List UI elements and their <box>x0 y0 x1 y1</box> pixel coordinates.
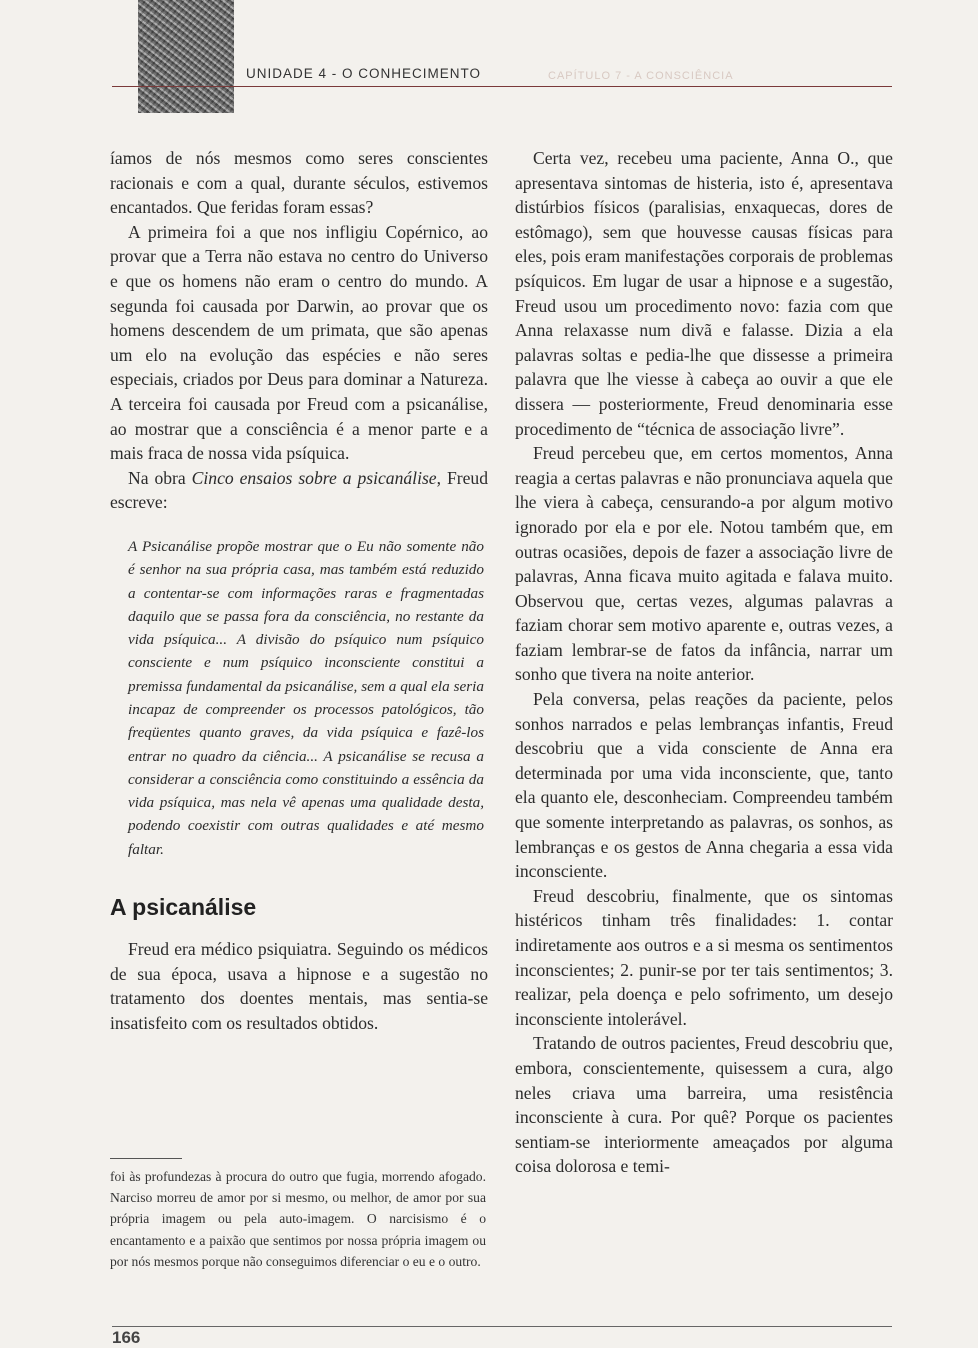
left-column <box>110 146 488 1035</box>
paragraph: Freud descobriu, finalmente, que os sintomas histéricos tinham três finalidades: 1. contar indiretamente aos outros e a si mesma os sentimentos inconscientes; 2. punir-se por ter tais sentimentos; 3. realizar, pela doença e pelo sofrimento, um desejo inconsciente intolerável. <box>515 885 893 1029</box>
text-run: , Freud escreve: <box>110 467 489 513</box>
book-title: Cinco ensaios sobre a psicanálise <box>191 467 437 488</box>
page-number: 166 <box>112 1328 141 1347</box>
paragraph <box>110 466 488 515</box>
paragraph: Tratando de outros pacientes, Freud descobriu que, embora, conscientemente, quisessem a cura, algo neles criava uma barreira, uma resistência inconsciente à cura. Por quê? Porque os pacientes sentiam-se interiormente ameaçados por alguma coisa dolorosa e temi- <box>515 1033 893 1177</box>
paragraph: Pela conversa, pelas reações da paciente, pelos sonhos narrados e pelas lembranças infantis, Freud descobriu que a vida consciente de Anna era determinada por uma vida inconsciente, que, tanto ela quanto ele, desconheciam. Compreendeu também que somente interpretando as palavras, os sonhos, as lembranças e os gestos de Anna chegaria a essa vida inconsciente. <box>515 689 893 882</box>
paragraph: íamos de nós mesmos como seres conscientes racionais e com a qual, durante séculos, estivemos encantados. Que feridas foram essas? <box>110 148 488 218</box>
paragraph: Certa vez, recebeu uma paciente, Anna O., que apresentava sintomas de histeria, isto é, apresentava distúrbios físicos (paralisias, enxaquecas, dores de estômago), sem que houvesse causas físicas para eles, pois eram manifestações corporais de problemas psíquicos. Em lugar de usar a hipnose e a sugestão, Freud usou um procedimento novo: fazia com que Anna relaxasse num divã e falasse. Dizia a ela palavras soltas e pedia-lhe que dissesse a primeira palavra que lhe viesse à cabeça ao ouvir a que ele dissera — posteriormente, Freud denominaria esse procedimento de “técnica de associação livre”. <box>515 148 893 439</box>
header-rule <box>112 86 892 87</box>
section-heading: A psicanálise <box>110 894 257 921</box>
block-quote: A Psicanálise propõe mostrar que o Eu não somente não é senhor na sua própria casa, mas também está reduzido a contentar-se com informações raras e fragmentadas daquilo que se passa fora da consciência, no restante da vida psíquica... A divisão do psíquico num psíquico consciente e num psíquico inconsciente constitui a premissa fundamental da psicanálise, sem a qual ela seria incapaz de compreender os processos patológicos, tão freqüentes quanto graves, da vida psíquica e fazê-los entrar no quadro da ciência... A psicanálise se recusa a considerar a consciência como constituindo a essência da vida psíquica, mas nela vê apenas uma qualidade desta, podendo coexistir com outras qualidades e até mesmo faltar. <box>128 537 484 858</box>
paragraph: Freud percebeu que, em certos momentos, Anna reagia a certas palavras e não pronunciava aquela que lhe viera à cabeça, censurando-a por algum motivo ignorado por ela e por ele. Notou também que, em outras ocasiões, depois de fazer a associação livre de palavras, Anna ficava muito agitada e falava muito. Observou que, certas vezes, algumas palavras a faziam chorar sem motivo aparente e, outras vezes, a faziam lembrar-se de fatos da infância, narrar um sonho que tivera na noite anterior. <box>515 443 893 685</box>
unit-header: UNIDADE 4 - O CONHECIMENTO <box>246 66 482 81</box>
text-run: Na obra <box>128 467 192 488</box>
header-texture-image <box>138 0 234 113</box>
right-column <box>515 146 893 1179</box>
footnote-rule <box>110 1158 182 1159</box>
show-through-text: CAPÍTULO 7 - A CONSCIÊNCIA <box>548 70 734 82</box>
footnote: foi às profundezas à procura do outro que fugia, morrendo afogado. Narciso morreu de amor por si mesmo, ou melhor, de amor por sua própria imagem ou pela auto-imagem. O narcisismo é o encantamento e a paixão que sentimos por nossa própria imagem ou por nós mesmos porque não conseguimos diferenciar o eu e o outro. <box>110 1169 486 1269</box>
footer-rule <box>112 1326 892 1327</box>
paragraph: Freud era médico psiquiatra. Seguindo os médicos de sua época, usava a hipnose e a sugestão no tratamento dos doentes mentais, mas sentia-se insatisfeito com os resultados obtidos. <box>110 939 488 1033</box>
paragraph: A primeira foi a que nos infligiu Copérnico, ao provar que a Terra não estava no centro do Universo e que os homens não eram o centro do mundo. A segunda foi causada por Darwin, ao provar que os homens descendem de um primata, que são apenas um elo na evolução das espécies e não seres especiais, criados por Deus para dominar a Natureza. A terceira foi causada por Freud com a psicanálise, ao mostrar que a consciência é a menor parte e a mais fraca de nossa vida psíquica. <box>110 221 488 464</box>
